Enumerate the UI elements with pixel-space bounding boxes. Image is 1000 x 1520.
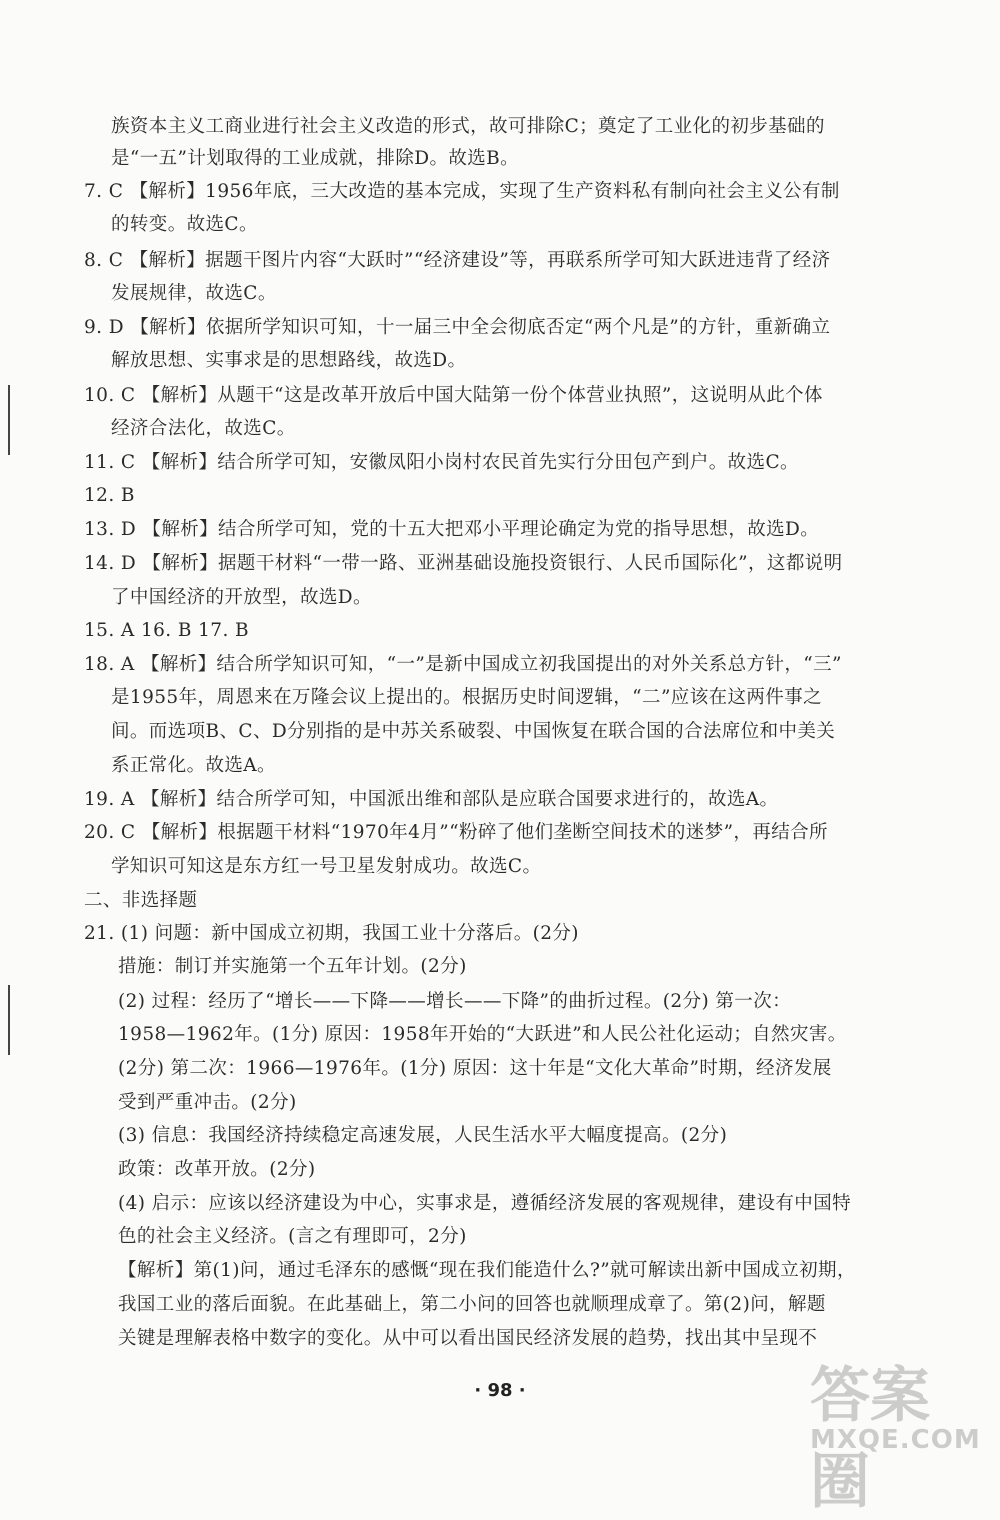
margin-mark-bottom [8, 985, 10, 1055]
text-line: (3) 信息：我国经济持续稳定高速发展，人民生活水平大幅度提高。(2分) [118, 1125, 728, 1146]
text-line: 11. C 【解析】结合所学可知，安徽凤阳小岗村农民首先实行分田包产到户。故选C。 [84, 452, 799, 473]
text-line: (2) 过程：经历了“增长——下降——增长——下降”的曲折过程。(2分) 第一次： [118, 991, 791, 1012]
text-line: 15. A 16. B 17. B [84, 620, 250, 641]
text-line: 18. A 【解析】结合所学知识可知，“一”是新中国成立初我国提出的对外关系总方针，“三” [84, 654, 842, 675]
text-line: (2分) 第二次：1966—1976年。(1分) 原因：这十年是“文化大革命”时期，经济发展 [118, 1058, 832, 1079]
text-line: 14. D 【解析】据题干材料“一带一路、亚洲基础设施投资银行、人民币国际化”，这都说明 [84, 553, 843, 574]
text-line: 系正常化。故选A。 [111, 755, 276, 776]
watermark-site: MXQE.COM [810, 1425, 981, 1455]
text-line: 9. D 【解析】依据所学知识可知，十一届三中全会彻底否定“两个凡是”的方针，重新确立 [84, 317, 831, 338]
text-line: 的转变。故选C。 [111, 214, 258, 235]
margin-mark-top [8, 385, 10, 455]
text-line: 间。而选项B、C、D分别指的是中苏关系破裂、中国恢复在联合国的合法席位和中美关 [111, 721, 836, 742]
text-line: 【解析】第(1)问，通过毛泽东的感慨“现在我们能造什么?”就可解读出新中国成立初期， [118, 1260, 856, 1281]
text-line: 21. (1) 问题：新中国成立初期，我国工业十分落后。(2分) [84, 923, 579, 944]
watermark-logo: 答案圈 [810, 1361, 930, 1517]
text-line: 1958—1962年。(1分) 原因：1958年开始的“大跃进”和人民公社化运动；自然灾害。 [118, 1024, 847, 1045]
text-line: 了中国经济的开放型，故选D。 [111, 587, 372, 608]
text-line: 学知识可知这是东方红一号卫星发射成功。故选C。 [111, 856, 542, 877]
text-line: 7. C 【解析】1956年底，三大改造的基本完成，实现了生产资料私有制向社会主义公有制 [84, 181, 840, 202]
text-line: 是“一五”计划取得的工业成就，排除D。故选B。 [111, 148, 520, 169]
text-line: 关键是理解表格中数字的变化。从中可以看出国民经济发展的趋势，找出其中呈现不 [118, 1328, 818, 1349]
text-line: (4) 启示：应该以经济建设为中心，实事求是，遵循经济发展的客观规律，建设有中国特 [118, 1193, 851, 1214]
page-number: · 98 · [474, 1380, 526, 1401]
text-line: 政策：改革开放。(2分) [118, 1159, 316, 1180]
text-line: 20. C 【解析】根据题干材料“1970年4月”“粉碎了他们垄断空间技术的迷梦”，再结合所 [84, 822, 828, 843]
text-line: 受到严重冲击。(2分) [118, 1092, 297, 1113]
text-line: 发展规律，故选C。 [111, 283, 277, 304]
text-line: 10. C 【解析】从题干“这是改革开放后中国大陆第一份个体营业执照”，这说明从此个体 [84, 385, 823, 406]
text-line: 是1955年，周恩来在万隆会议上提出的。根据历史时间逻辑，“二”应该在这两件事之 [111, 687, 822, 708]
text-line: 措施：制订并实施第一个五年计划。(2分) [118, 956, 467, 977]
text-line: 8. C 【解析】据题干图片内容“大跃时”“经济建设”等，再联系所学可知大跃进违背了经济 [84, 250, 831, 271]
text-line: 我国工业的落后面貌。在此基础上，第二小问的回答也就顺理成章了。第(2)问，解题 [118, 1294, 826, 1315]
text-line: 族资本主义工商业进行社会主义改造的形式，故可排除C；奠定了工业化的初步基础的 [111, 116, 825, 137]
text-line: 色的社会主义经济。(言之有理即可，2分) [118, 1226, 467, 1247]
text-line: 解放思想、实事求是的思想路线，故选D。 [111, 350, 467, 371]
text-line: 经济合法化，故选C。 [111, 418, 296, 439]
section-heading: 二、非选择题 [84, 890, 198, 911]
text-line: 13. D 【解析】结合所学可知，党的十五大把邓小平理论确定为党的指导思想，故选D。 [84, 519, 820, 540]
watermark [800, 1348, 981, 1517]
text-line: 19. A 【解析】结合所学可知，中国派出维和部队是应联合国要求进行的，故选A。 [84, 789, 779, 810]
text-line: 12. B [84, 485, 135, 506]
